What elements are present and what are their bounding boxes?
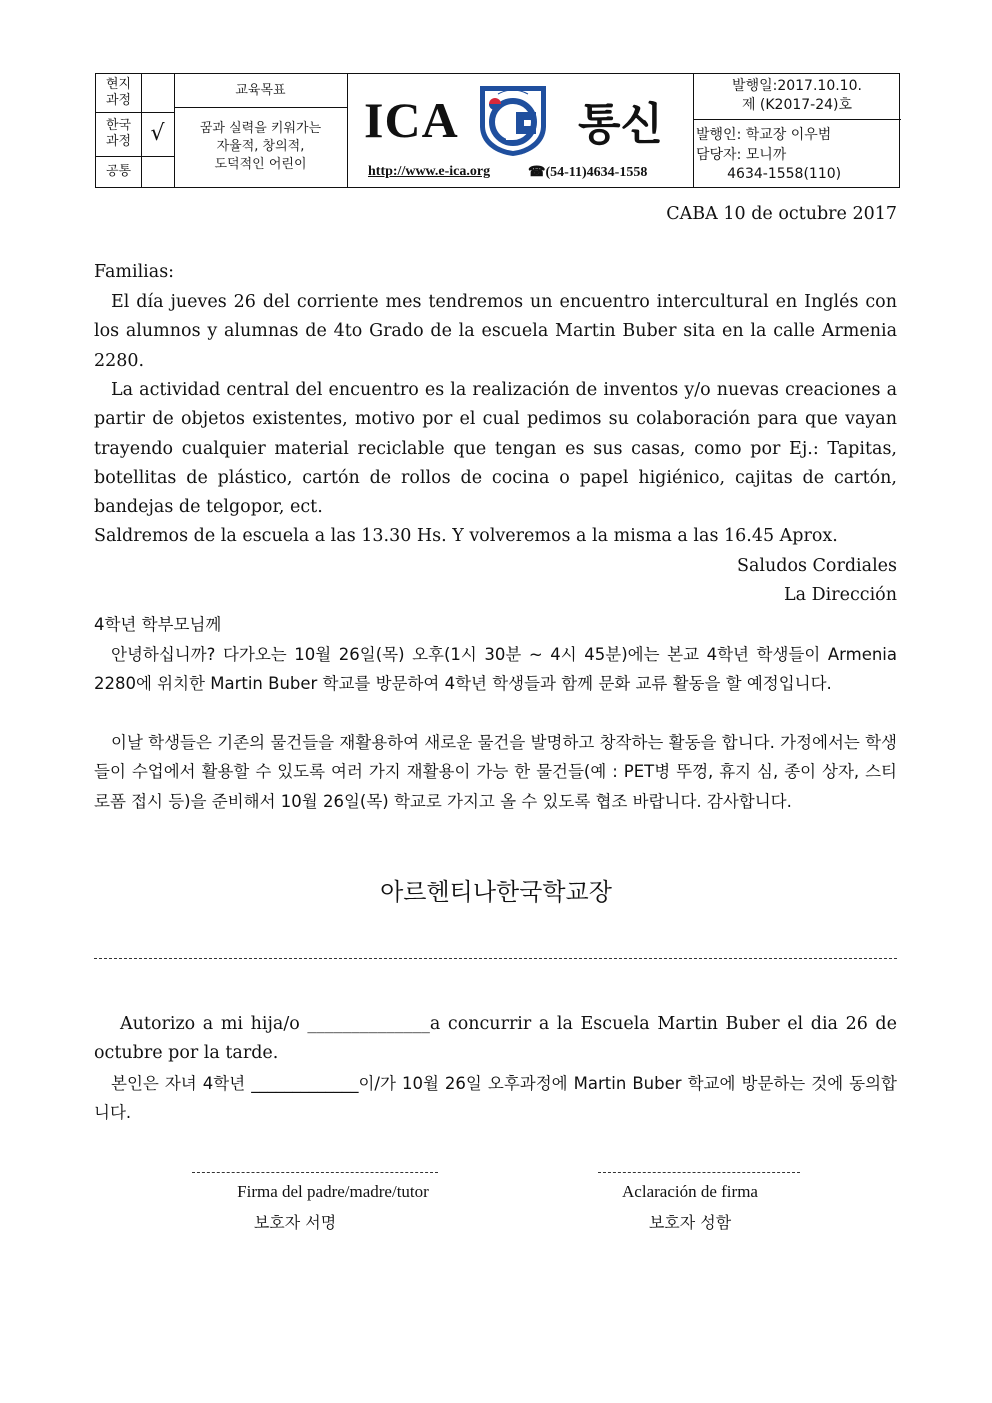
letter-paragraph-1: El día jueves 26 del corriente mes tendremos un encuentro intercultural en Inglés con los alumnos y alumnas de 4to Grado de la escuela Martin Buber sita en la calle Armenia 2280. [94,292,897,371]
course-korean-check: √ [150,121,165,146]
korean-greeting: 4학년 학부모님께 [94,615,222,634]
signature-label-right-kr: 보호자 성함 [648,1213,732,1232]
signature-line-left [192,1172,438,1173]
letter-date: CABA 10 de octubre 2017 [666,204,897,224]
contact-person: 담당자: 모니까 4634-1558(110) [696,147,842,182]
school-principal-signature: 아르헨티나한국학교장 [380,878,612,906]
signature-label-left: Firma del padre/madre/tutor [237,1182,429,1201]
signature-line-right [598,1172,800,1173]
issue-date: 발행일:2017.10.10. [732,78,862,94]
issue-number: 제 (K2017-24)호 [741,97,853,113]
consent-korean: 본인은 자녀 4학년 _____________이/가 10월 26일 오후과정에 Martin Buber 학교에 방문하는 것에 동의합니다. [94,1074,897,1123]
letter-closing: Saludos Cordiales [736,556,897,576]
course-local: 현지 과정 [105,77,132,108]
korean-paragraph-1: 안녕하십니까? 다가오는 10월 26일(목) 오후(1시 30분 ~ 4시 45분)에는 본교 4학년 학생들이 Armenia 2280에 위치한 Martin Buber 학교를 방문하여 4학년 학생들과 함께 문화 교류 활동을 할 예정입니다. [94,645,897,694]
letter-signoff: La Dirección [784,585,897,605]
course-common: 공통 [105,163,132,179]
signature-label-right: Aclaración de firma [622,1182,758,1201]
consent-spanish: Autorizo a mi hija/o ______________a concurrir a la Escuela Martin Buber el dia 26 de octubre por la tarde. [94,1014,897,1064]
korean-paragraph-2: 이날 학생들은 기존의 물건들을 재활용하여 새로운 물건을 발명하고 창작하는 활동을 합니다. 가정에서는 학생들이 수업에서 활용할 수 있도록 여러 가지 재활용이 가능 한 물건들(예 : PET병 뚜껑, 휴지 심, 종이 상자, 스티로폼 접시 등)을 준비해서 10월 26일(목) 학교로 가지고 올 수 있도록 협조 바랍니다. 감사합니다. [94,733,897,811]
school-url-link[interactable]: http://www.e-ica.org [368,164,491,179]
letter-paragraph-2: La actividad central del encuentro es la realización de inventos y/o nuevas creaciones a partir de objetos existentes, motivo por el cual pedimos su colaboración para que vayan trayendo cualquier material reciclable que tengan es sus casas, como por Ej.: Tapitas, botellitas de plástico, cartón de rollos de cocina o papel higiénico, cajitas de cartón, bandejas de telgopor, ect. [94,380,897,518]
goal-text: 꿈과 실력을 키워가는 자율적, 창의적, 도덕적인 어린이 [199,121,322,172]
publisher: 발행인: 학교장 이우범 [696,127,832,143]
school-phone: ☎(54-11)4634-1558 [528,165,648,180]
letter-paragraph-3: Saldremos de la escuela a las 13.30 Hs. Y volveremos a la misma a las 16.45 Aprox. [94,526,838,546]
letter-greeting: Familias: [94,262,175,282]
cut-line [94,958,897,959]
goal-title: 교육목표 [235,82,286,98]
brand-name: ICA [364,92,459,148]
signature-label-left-kr: 보호자 서명 [253,1213,337,1232]
ica-logo-icon [476,82,550,158]
newsletter-header [95,73,900,188]
course-korean: 한국 과정 [105,118,132,149]
newsletter-title: 통신 [578,99,664,150]
